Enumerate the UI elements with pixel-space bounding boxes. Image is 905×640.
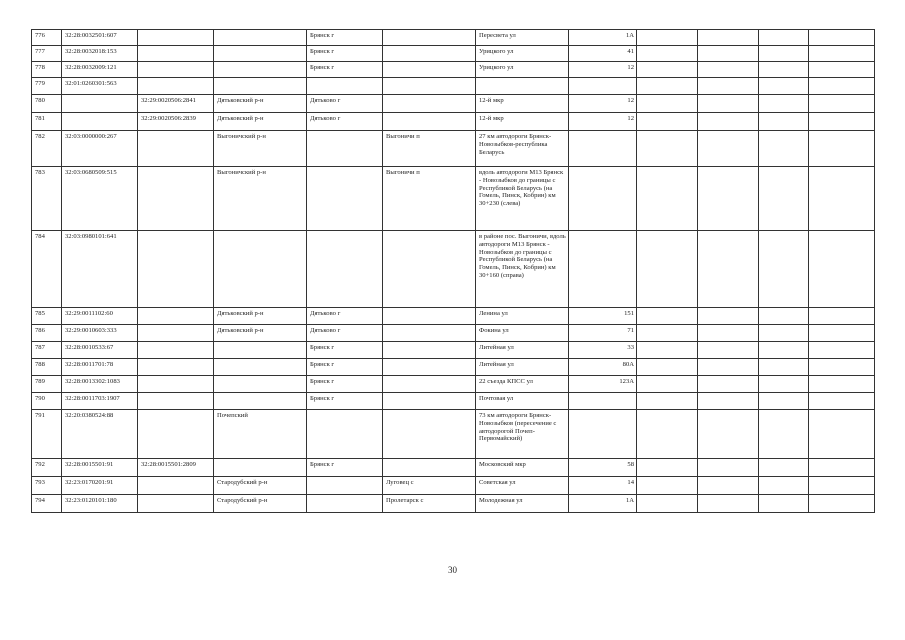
cell-settlement: Выгоничи п xyxy=(383,167,476,231)
cell-house: 1А xyxy=(569,495,637,513)
cell-empty xyxy=(637,325,698,342)
cell-n: 793 xyxy=(32,477,62,495)
cell-settlement: Пролетарск с xyxy=(383,495,476,513)
cell-empty xyxy=(698,231,759,308)
table-row xyxy=(32,376,875,393)
cell-cad2 xyxy=(138,167,214,231)
cell-settlement xyxy=(383,95,476,113)
cell-cad: 32:20:0380524:88 xyxy=(62,410,138,459)
cell-city: Дятьково г xyxy=(307,325,383,342)
cell-empty xyxy=(637,131,698,167)
cell-empty xyxy=(759,308,809,325)
cell-district xyxy=(214,78,307,95)
cell-cad2: 32:29:0020506:2839 xyxy=(138,113,214,131)
cell-city xyxy=(307,477,383,495)
cell-empty xyxy=(809,62,875,78)
cell-house: 12 xyxy=(569,62,637,78)
cell-empty xyxy=(759,78,809,95)
cell-n: 787 xyxy=(32,342,62,359)
cell-empty xyxy=(759,113,809,131)
cell-house: 58 xyxy=(569,459,637,477)
cell-city: Дятьково г xyxy=(307,95,383,113)
cell-empty xyxy=(637,410,698,459)
cell-city: Брянск г xyxy=(307,46,383,62)
cell-n: 794 xyxy=(32,495,62,513)
cell-empty xyxy=(759,325,809,342)
cell-empty xyxy=(637,62,698,78)
cell-empty xyxy=(809,95,875,113)
table-row xyxy=(32,359,875,376)
cell-empty xyxy=(809,342,875,359)
table-row xyxy=(32,410,875,459)
cell-house: 12 xyxy=(569,113,637,131)
cell-n: 778 xyxy=(32,62,62,78)
table-row xyxy=(32,459,875,477)
table-row xyxy=(32,231,875,308)
cell-cad: 32:29:0010603:333 xyxy=(62,325,138,342)
cell-city: Брянск г xyxy=(307,62,383,78)
cell-cad: 32:23:0120101:180 xyxy=(62,495,138,513)
cell-n: 780 xyxy=(32,95,62,113)
cell-empty xyxy=(759,231,809,308)
cell-city xyxy=(307,131,383,167)
cell-street: Пересвета ул xyxy=(476,30,569,46)
cell-street: Советская ул xyxy=(476,477,569,495)
cell-n: 790 xyxy=(32,393,62,410)
cell-empty xyxy=(809,393,875,410)
cell-cad xyxy=(62,95,138,113)
cell-cad2 xyxy=(138,308,214,325)
cell-empty xyxy=(759,477,809,495)
cell-settlement xyxy=(383,113,476,131)
table-row xyxy=(32,308,875,325)
cell-empty xyxy=(809,78,875,95)
cell-district xyxy=(214,393,307,410)
cell-empty xyxy=(637,495,698,513)
cell-city xyxy=(307,167,383,231)
cell-district: Почепский xyxy=(214,410,307,459)
cell-street: Урицкого ул xyxy=(476,62,569,78)
cell-empty xyxy=(809,113,875,131)
cell-empty xyxy=(759,393,809,410)
table-body xyxy=(32,30,875,513)
cell-empty xyxy=(759,131,809,167)
cell-cad: 32:23:0170201:91 xyxy=(62,477,138,495)
cell-settlement xyxy=(383,359,476,376)
cell-cad2 xyxy=(138,62,214,78)
cell-house xyxy=(569,393,637,410)
cell-empty xyxy=(698,78,759,95)
registry-table xyxy=(31,29,875,513)
cell-street: Молодежная ул xyxy=(476,495,569,513)
cell-empty xyxy=(698,410,759,459)
cell-district xyxy=(214,46,307,62)
cell-empty xyxy=(637,359,698,376)
cell-empty xyxy=(759,410,809,459)
cell-empty xyxy=(809,30,875,46)
cell-district: Дятьковский р-н xyxy=(214,325,307,342)
cell-settlement xyxy=(383,30,476,46)
cell-empty xyxy=(759,359,809,376)
cell-empty xyxy=(809,477,875,495)
cell-house: 151 xyxy=(569,308,637,325)
cell-cad2 xyxy=(138,495,214,513)
cell-cad2 xyxy=(138,131,214,167)
cell-city: Брянск г xyxy=(307,459,383,477)
cell-n: 784 xyxy=(32,231,62,308)
table-row xyxy=(32,477,875,495)
cell-n: 781 xyxy=(32,113,62,131)
cell-cad: 32:28:0011701:78 xyxy=(62,359,138,376)
cell-empty xyxy=(759,95,809,113)
cell-empty xyxy=(809,459,875,477)
cell-empty xyxy=(809,231,875,308)
cell-settlement xyxy=(383,231,476,308)
cell-street: вдоль автодороги М13 Брянск - Новозыбков до границы с Республикой Беларусь (на Гомель, Пинск, Кобрин) км 30+230 (слева) xyxy=(476,167,569,231)
cell-empty xyxy=(698,459,759,477)
table-row xyxy=(32,46,875,62)
cell-cad: 32:28:0010533:67 xyxy=(62,342,138,359)
table-row xyxy=(32,325,875,342)
cell-empty xyxy=(809,46,875,62)
cell-empty xyxy=(759,46,809,62)
cell-n: 783 xyxy=(32,167,62,231)
cell-n: 785 xyxy=(32,308,62,325)
cell-cad2 xyxy=(138,231,214,308)
cell-empty xyxy=(637,393,698,410)
cell-house: 12 xyxy=(569,95,637,113)
cell-district: Дятьковский р-н xyxy=(214,308,307,325)
cell-empty xyxy=(698,477,759,495)
cell-city xyxy=(307,231,383,308)
table-row xyxy=(32,78,875,95)
cell-cad2 xyxy=(138,477,214,495)
cell-settlement: Луговец с xyxy=(383,477,476,495)
cell-city xyxy=(307,495,383,513)
page-number: 30 xyxy=(448,565,457,575)
table-row xyxy=(32,495,875,513)
cell-cad2 xyxy=(138,78,214,95)
cell-empty xyxy=(637,308,698,325)
cell-empty xyxy=(637,95,698,113)
cell-district xyxy=(214,30,307,46)
cell-street: Литейная ул xyxy=(476,359,569,376)
cell-city: Брянск г xyxy=(307,393,383,410)
cell-empty xyxy=(698,46,759,62)
cell-cad2 xyxy=(138,410,214,459)
cell-city: Дятьково г xyxy=(307,308,383,325)
cell-empty xyxy=(637,342,698,359)
cell-cad: 32:01:0260301:563 xyxy=(62,78,138,95)
cell-settlement xyxy=(383,308,476,325)
cell-empty xyxy=(759,495,809,513)
cell-empty xyxy=(637,167,698,231)
cell-empty xyxy=(759,342,809,359)
cell-empty xyxy=(759,62,809,78)
cell-city: Брянск г xyxy=(307,30,383,46)
cell-n: 792 xyxy=(32,459,62,477)
cell-cad2 xyxy=(138,359,214,376)
cell-empty xyxy=(698,495,759,513)
cell-street: Урицкого ул xyxy=(476,46,569,62)
cell-empty xyxy=(809,359,875,376)
table-row xyxy=(32,113,875,131)
cell-house xyxy=(569,410,637,459)
cell-cad xyxy=(62,113,138,131)
cell-cad2 xyxy=(138,30,214,46)
cell-cad: 32:03:0980101:641 xyxy=(62,231,138,308)
cell-settlement xyxy=(383,410,476,459)
cell-cad: 32:03:0000000:267 xyxy=(62,131,138,167)
cell-n: 782 xyxy=(32,131,62,167)
cell-empty xyxy=(637,113,698,131)
cell-street: Фокина ул xyxy=(476,325,569,342)
cell-settlement xyxy=(383,325,476,342)
cell-empty xyxy=(637,459,698,477)
cell-street xyxy=(476,78,569,95)
cell-city xyxy=(307,410,383,459)
table-row xyxy=(32,131,875,167)
cell-empty xyxy=(698,131,759,167)
cell-empty xyxy=(698,95,759,113)
cell-empty xyxy=(637,376,698,393)
cell-street: Почтовая ул xyxy=(476,393,569,410)
cell-district: Выгоничский р-н xyxy=(214,131,307,167)
cell-empty xyxy=(698,30,759,46)
table-row xyxy=(32,62,875,78)
cell-district xyxy=(214,231,307,308)
cell-street: 12-й мкр xyxy=(476,95,569,113)
cell-settlement: Выгоничи п xyxy=(383,131,476,167)
cell-settlement xyxy=(383,393,476,410)
cell-settlement xyxy=(383,78,476,95)
table-row xyxy=(32,342,875,359)
cell-street: 12-й мкр xyxy=(476,113,569,131)
cell-empty xyxy=(809,131,875,167)
cell-settlement xyxy=(383,62,476,78)
cell-street: Литейная ул xyxy=(476,342,569,359)
cell-cad2 xyxy=(138,393,214,410)
cell-district: Дятьковский р-н xyxy=(214,95,307,113)
table-row xyxy=(32,167,875,231)
cell-district: Дятьковский р-н xyxy=(214,113,307,131)
cell-street: 22 съезда КПСС ул xyxy=(476,376,569,393)
cell-empty xyxy=(759,167,809,231)
cell-cad2 xyxy=(138,376,214,393)
cell-cad2: 32:28:0015501:2809 xyxy=(138,459,214,477)
cell-house xyxy=(569,78,637,95)
cell-district xyxy=(214,62,307,78)
cell-empty xyxy=(698,167,759,231)
cell-cad: 32:28:0013302:1083 xyxy=(62,376,138,393)
cell-house: 14 xyxy=(569,477,637,495)
cell-cad2: 32:29:0020506:2841 xyxy=(138,95,214,113)
cell-empty xyxy=(637,231,698,308)
cell-house: 71 xyxy=(569,325,637,342)
cell-house xyxy=(569,231,637,308)
cell-empty xyxy=(809,308,875,325)
cell-empty xyxy=(698,393,759,410)
cell-empty xyxy=(698,376,759,393)
cell-district: Выгоничский р-н xyxy=(214,167,307,231)
cell-city: Брянск г xyxy=(307,359,383,376)
cell-cad: 32:28:0032501:607 xyxy=(62,30,138,46)
cell-n: 779 xyxy=(32,78,62,95)
cell-n: 791 xyxy=(32,410,62,459)
cell-city: Дятьково г xyxy=(307,113,383,131)
cell-house: 1А xyxy=(569,30,637,46)
cell-street: Московский мкр xyxy=(476,459,569,477)
cell-district xyxy=(214,376,307,393)
cell-empty xyxy=(698,325,759,342)
cell-street: 27 км автодороги Брянск-Новозыбков-республика Беларусь xyxy=(476,131,569,167)
cell-district xyxy=(214,359,307,376)
cell-street: 73 км автодороги Брянск-Новозыбков (пересечение с автодорогой Почеп-Первомайский) xyxy=(476,410,569,459)
cell-cad: 32:03:0680509:515 xyxy=(62,167,138,231)
cell-n: 776 xyxy=(32,30,62,46)
cell-cad: 32:28:0032009:121 xyxy=(62,62,138,78)
cell-house: 123А xyxy=(569,376,637,393)
cell-cad2 xyxy=(138,342,214,359)
cell-house: 41 xyxy=(569,46,637,62)
cell-street: в районе пос. Выгоничи, вдоль автодороги М13 Брянск - Новозыбков до границы с Республикой Беларусь (на Гомель, Пинск, Кобрин) км 30+160 (справа) xyxy=(476,231,569,308)
cell-n: 789 xyxy=(32,376,62,393)
cell-empty xyxy=(637,78,698,95)
cell-empty xyxy=(759,459,809,477)
cell-empty xyxy=(698,113,759,131)
table-row xyxy=(32,393,875,410)
cell-cad2 xyxy=(138,325,214,342)
cell-empty xyxy=(809,410,875,459)
cell-district xyxy=(214,342,307,359)
cell-settlement xyxy=(383,376,476,393)
cell-district xyxy=(214,459,307,477)
cell-empty xyxy=(698,359,759,376)
cell-empty xyxy=(759,376,809,393)
cell-n: 777 xyxy=(32,46,62,62)
cell-cad: 32:28:0015501:91 xyxy=(62,459,138,477)
cell-empty xyxy=(698,62,759,78)
cell-settlement xyxy=(383,459,476,477)
table-row xyxy=(32,95,875,113)
cell-cad2 xyxy=(138,46,214,62)
cell-city: Брянск г xyxy=(307,376,383,393)
cell-empty xyxy=(759,30,809,46)
cell-cad: 32:29:0011102:60 xyxy=(62,308,138,325)
cell-cad: 32:28:0032018:153 xyxy=(62,46,138,62)
cell-street: Ленина ул xyxy=(476,308,569,325)
cell-empty xyxy=(637,30,698,46)
cell-house xyxy=(569,167,637,231)
cell-house: 80А xyxy=(569,359,637,376)
cell-house: 33 xyxy=(569,342,637,359)
cell-house xyxy=(569,131,637,167)
cell-empty xyxy=(809,376,875,393)
cell-empty xyxy=(698,342,759,359)
cell-empty xyxy=(698,308,759,325)
cell-city: Брянск г xyxy=(307,342,383,359)
cell-empty xyxy=(809,495,875,513)
cell-n: 786 xyxy=(32,325,62,342)
cell-district: Стародубский р-н xyxy=(214,477,307,495)
cell-city xyxy=(307,78,383,95)
cell-settlement xyxy=(383,342,476,359)
cell-empty xyxy=(637,46,698,62)
cell-empty xyxy=(809,325,875,342)
cell-empty xyxy=(637,477,698,495)
cell-cad: 32:28:0011703:1907 xyxy=(62,393,138,410)
cell-empty xyxy=(809,167,875,231)
table-row xyxy=(32,30,875,46)
cell-n: 788 xyxy=(32,359,62,376)
cell-settlement xyxy=(383,46,476,62)
cell-district: Стародубский р-н xyxy=(214,495,307,513)
